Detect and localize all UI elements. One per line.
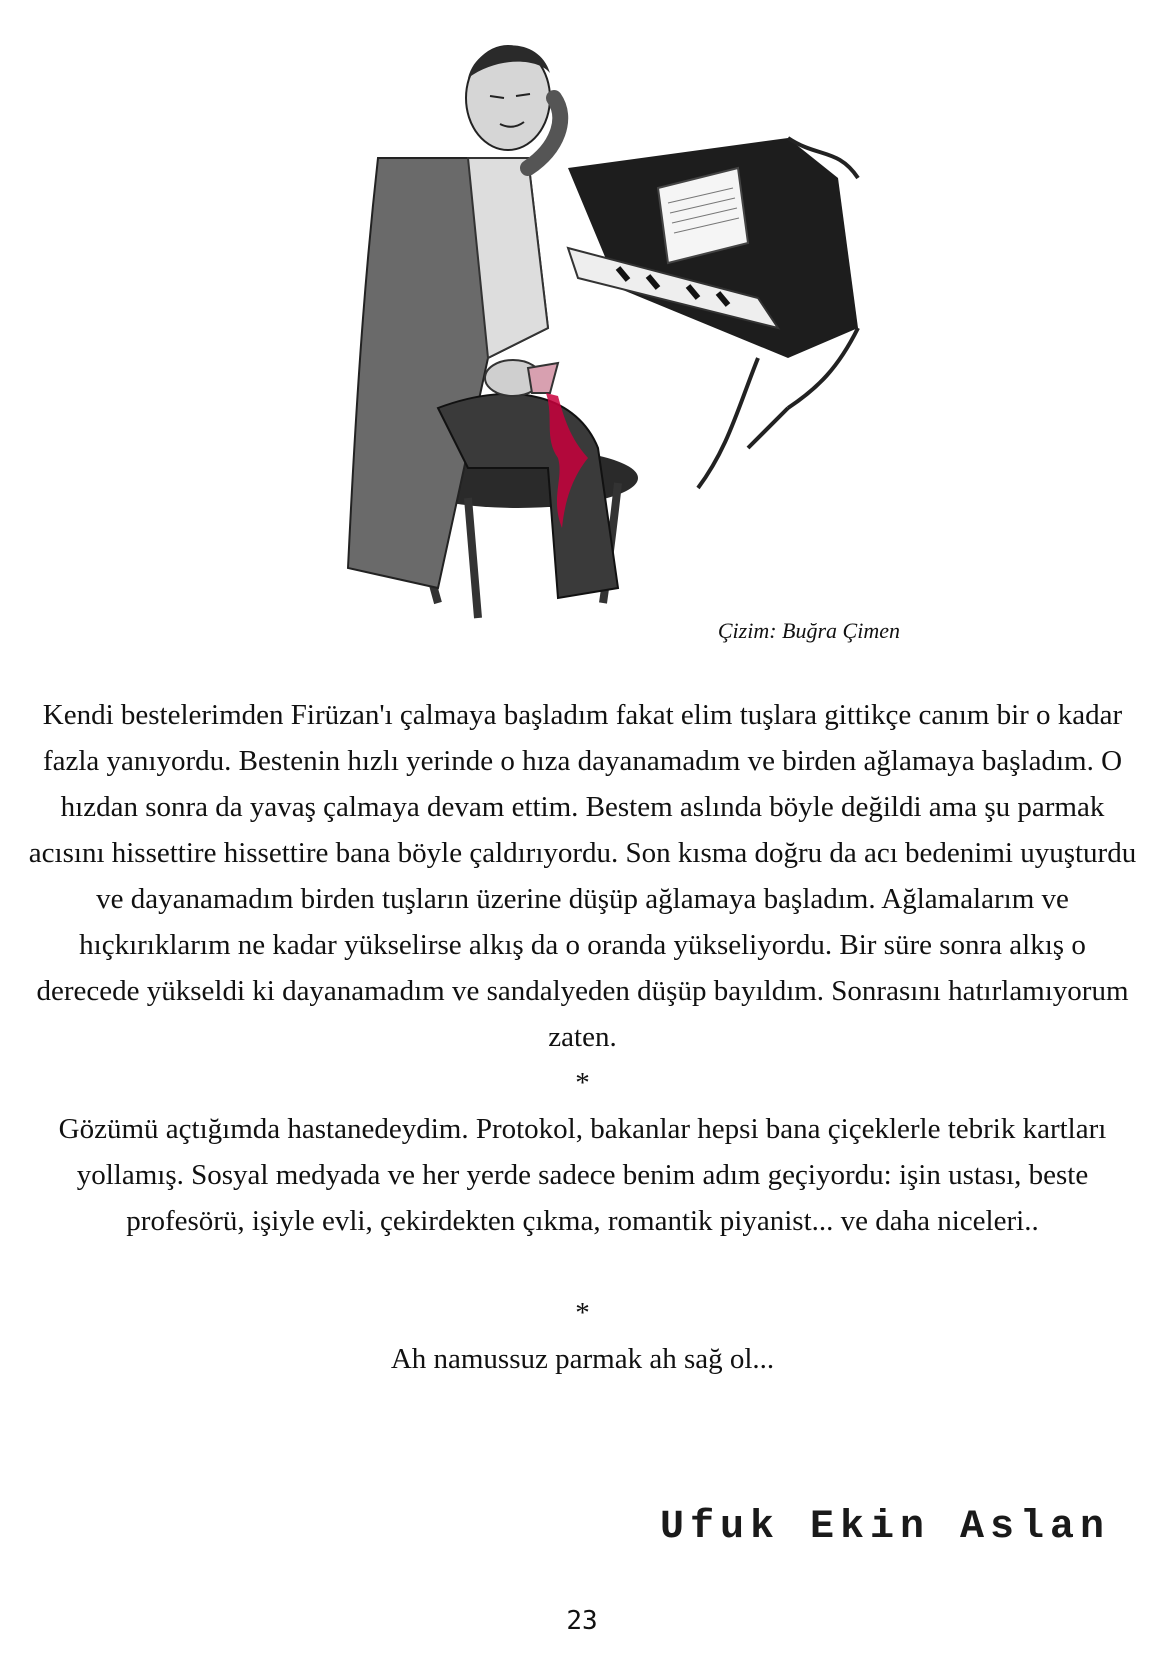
section-separator: *: [575, 1297, 590, 1329]
section-separator: *: [575, 1067, 590, 1099]
story-paragraph: Kendi bestelerimden Firüzan'ı çalmaya başladım fakat elim tuşlara gittikçe canım bir o kadar fazla yanıyordu. Bestenin hızlı yerinde o hıza dayanamadım ve birden ağlamaya başladım. O hızdan sonra da yavaş çalmaya devam ettim. Bestem aslında böyle değildi ama şu parmak acısını hissettire hissettire bana böyle çaldırıyordu. Son kısma doğru da acı bedenimi uyuşturdu ve dayanamadım birden tuşların üzerine düşüp ağlamaya başladım. Ağlamalarım ve hıçkırıklarım ne kadar yükselirse alkış da o oranda yükseliyordu. Bir süre sonra alkış o derecede yükseldi ki dayanamadım ve sandalyeden düşüp bayıldım. Sonrasını hatırlamıyorum zaten.: [28, 699, 1137, 1053]
illustration-caption: Çizim: Buğra Çimen: [717, 618, 900, 643]
story-paragraph: Gözümü açtığımda hastanedeydim. Protokol, bakanlar hepsi bana çiçeklerle tebrik kartları yollamış. Sosyal medyada ve her yerde sadece benim adım geçiyordu: işin ustası, beste profesörü, işiyle evli, çekirdekten çıkma, romantik piyanist... ve daha niceleri..: [58, 1113, 1107, 1237]
closing-line: Ah namussuz parmak ah sağ ol...: [390, 1343, 775, 1375]
author-name: Ufuk Ekin Aslan: [660, 1505, 1111, 1550]
spacer: [28, 1244, 1137, 1290]
pianist-illustration: [318, 28, 898, 648]
page-number: 23: [566, 1606, 598, 1636]
story-body: [28, 692, 1137, 1382]
pianist-illustration-drawing: [318, 28, 898, 648]
